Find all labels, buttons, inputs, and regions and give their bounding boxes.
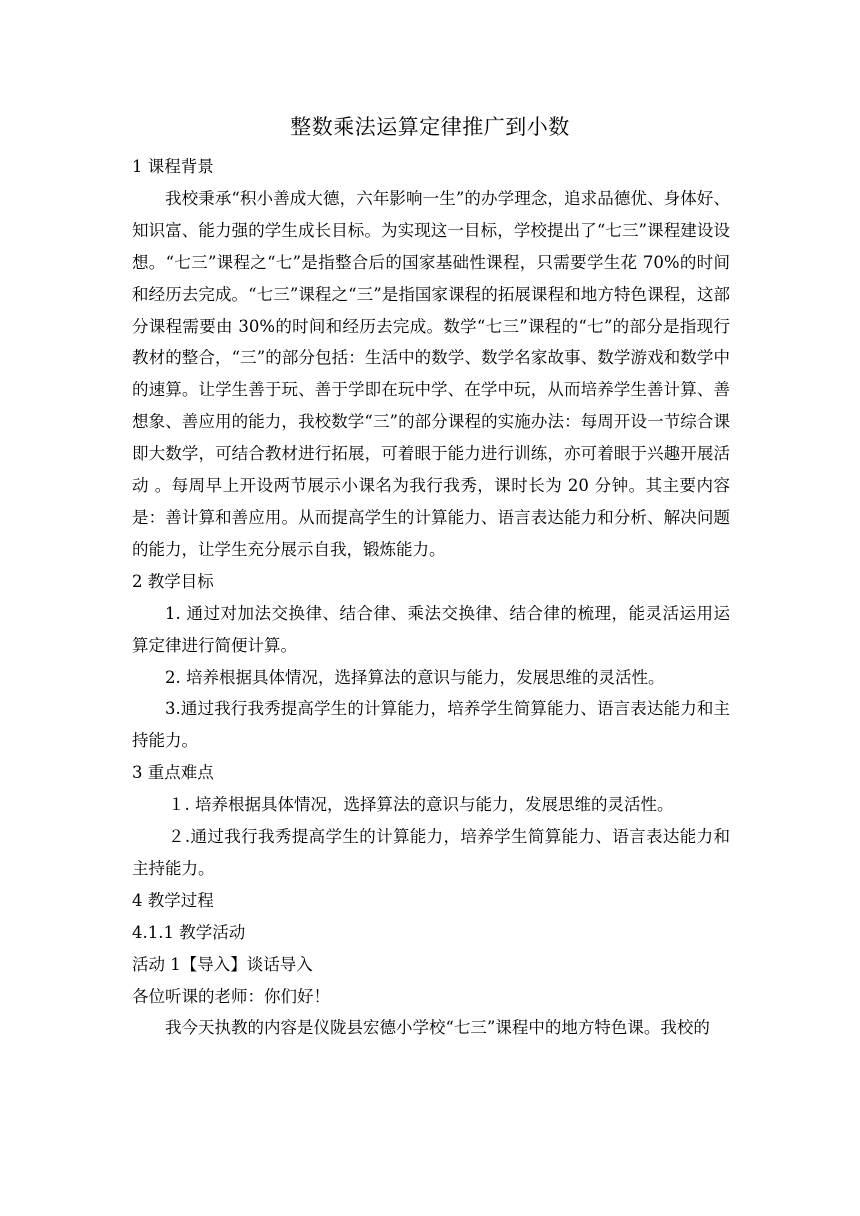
activity-1-heading: 活动 1【导入】谈话导入 <box>132 954 313 974</box>
background-paragraph: 我校秉承“积小善成大德，六年影响一生”的办学理念，追求品德优、身体好、知识富、能力强的学生成长目标。为实现这一目标，学校提出了“七三”课程建设设想。“七三”课程之“七”是指整合后的国家基础性课程，只需要学生花 70%的时间和经历去完成。“七三”课程之“三”是指国家课程的拓展课程和地方特色课程，这部分课程需要由 30%的时间和经历去完成。数学“七三”课程的“七”的部分是指现行教材的整合，“三”的部分包括：生活中的数学、数学名家故事、数学游戏和数学中的速算。让学生善于玩、善于学即在玩中学、在学中玩，从而培养学生善计算、善想象、善应用的能力，我校数学“三”的部分课程的实施办法：每周开设一节综合课即大数学，可结合教材进行拓展，可着眼于能力进行训练，亦可着眼于兴趣开展活动 。每周早上开设两节展示小课名为我行我秀，课时长为 20 分钟。其主要内容是：善计算和善应用。从而提高学生的计算能力、语言表达能力和分析、解决问题的能力，让学生充分展示自我，锻炼能力。 <box>132 188 730 559</box>
section-heading-key-points: 3 重点难点 <box>132 763 214 783</box>
key-point-item-1: １. 培养根据具体情况，选择算法的意识与能力，发展思维的灵活性。 <box>168 795 674 815</box>
goal-item-1: 1. 通过对加法交换律、结合律、乘法交换律、结合律的梳理，能灵活运用运算定律进行简便计算。 <box>132 603 730 655</box>
document-title: 整数乘法运算定律推广到小数 <box>290 115 570 139</box>
section-heading-background: 1 课程背景 <box>132 157 214 176</box>
goal-item-3: 3.通过我行我秀提高学生的计算能力，培养学生简算能力、语言表达能力和主持能力。 <box>132 699 730 751</box>
subsection-heading-activities: 4.1.1 教学活动 <box>132 922 246 942</box>
greeting-line: 各位听课的老师：你们好！ <box>132 986 330 1006</box>
document-body <box>132 151 730 1044</box>
section-heading-process: 4 教学过程 <box>132 890 214 910</box>
section-heading-goals: 2 教学目标 <box>132 571 214 591</box>
process-paragraph: 我今天执教的内容是仪陇县宏德小学校“七三”课程中的地方特色课。我校的 <box>165 1018 710 1038</box>
key-point-item-2: ２.通过我行我秀提高学生的计算能力，培养学生简算能力、语言表达能力和主持能力。 <box>132 827 730 878</box>
goal-item-2: 2. 培养根据具体情况，选择算法的意识与能力，发展思维的灵活性。 <box>165 667 665 687</box>
